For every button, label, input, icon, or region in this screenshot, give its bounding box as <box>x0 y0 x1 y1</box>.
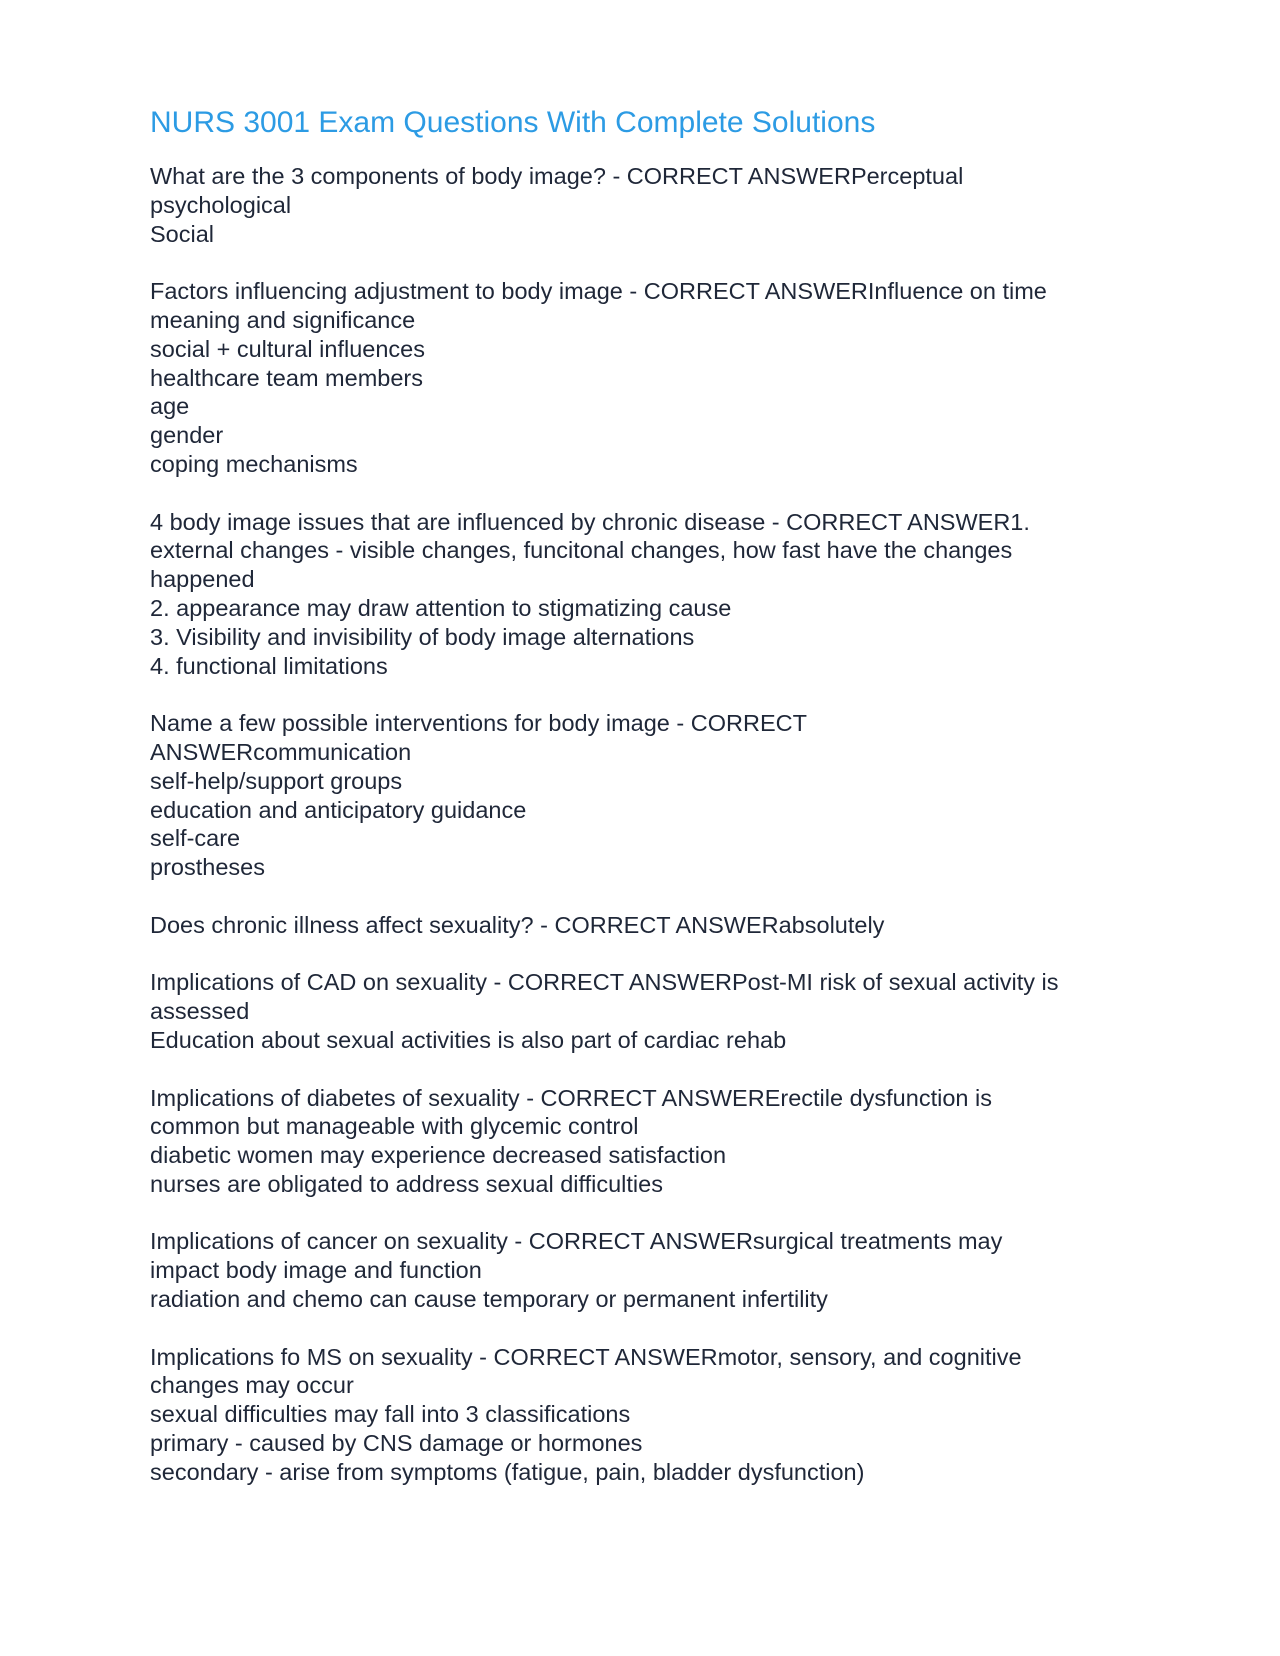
qa-line: impact body image and function <box>150 1257 482 1284</box>
qa-line: Social <box>150 220 215 247</box>
qa-item <box>150 968 1130 1054</box>
qa-line: secondary - arise from symptoms (fatigue, pain, bladder dysfunction) <box>150 1458 865 1485</box>
qa-item <box>150 709 1130 882</box>
qa-line: happened <box>150 566 255 593</box>
qa-line: 3. Visibility and invisibility of body image alternations <box>150 623 695 650</box>
document-content <box>150 98 1130 1515</box>
qa-list <box>150 162 1130 1487</box>
qa-line: coping mechanisms <box>150 450 358 477</box>
qa-line: prostheses <box>150 854 265 881</box>
qa-line: assessed <box>150 998 250 1025</box>
qa-item <box>150 911 1130 940</box>
qa-line: gender <box>150 422 224 449</box>
qa-line: changes may occur <box>150 1372 354 1399</box>
qa-line: Implications of CAD on sexuality - CORRECT ANSWERPost-MI risk of sexual activity is <box>150 969 1059 996</box>
qa-line: external changes - visible changes, funcitonal changes, how fast have the changes <box>150 537 1013 564</box>
qa-line: nurses are obligated to address sexual difficulties <box>150 1170 663 1197</box>
qa-item <box>150 162 1130 248</box>
qa-line: What are the 3 components of body image? - CORRECT ANSWERPerceptual <box>150 163 964 189</box>
qa-item <box>150 508 1130 681</box>
qa-line: diabetic women may experience decreased satisfaction <box>150 1142 727 1169</box>
qa-line: 4 body image issues that are influenced by chronic disease - CORRECT ANSWER1. <box>150 508 1030 535</box>
qa-line: self-help/support groups <box>150 767 403 794</box>
page-title: NURS 3001 Exam Questions With Complete Solutions <box>150 106 876 139</box>
qa-item <box>150 1343 1130 1487</box>
qa-line: age <box>150 393 190 420</box>
qa-line: radiation and chemo can cause temporary or permanent infertility <box>150 1286 828 1313</box>
qa-line: common but manageable with glycemic control <box>150 1113 639 1140</box>
qa-line: healthcare team members <box>150 364 423 391</box>
qa-line: Factors influencing adjustment to body image - CORRECT ANSWERInfluence on time <box>150 278 1047 305</box>
qa-line: 4. functional limitations <box>150 652 388 679</box>
qa-line: Does chronic illness affect sexuality? - CORRECT ANSWERabsolutely <box>150 911 885 938</box>
qa-line: psychological <box>150 191 292 218</box>
qa-line: primary - caused by CNS damage or hormones <box>150 1430 643 1457</box>
qa-line: Education about sexual activities is also part of cardiac rehab <box>150 1026 787 1053</box>
qa-line: social + cultural influences <box>150 335 425 362</box>
qa-line: sexual difficulties may fall into 3 classifications <box>150 1401 631 1428</box>
qa-line: 2. appearance may draw attention to stigmatizing cause <box>150 594 732 621</box>
qa-line: Name a few possible interventions for body image - CORRECT <box>150 710 807 737</box>
qa-line: ANSWERcommunication <box>150 738 412 765</box>
qa-line: self-care <box>150 825 241 852</box>
qa-line: meaning and significance <box>150 306 416 333</box>
qa-item <box>150 1227 1130 1313</box>
qa-line: Implications fo MS on sexuality - CORRECT ANSWERmotor, sensory, and cognitive <box>150 1343 1022 1370</box>
qa-line: Implications of diabetes of sexuality - CORRECT ANSWERErectile dysfunction is <box>150 1084 992 1111</box>
qa-line: Implications of cancer on sexuality - CORRECT ANSWERsurgical treatments may <box>150 1228 1003 1255</box>
qa-line: education and anticipatory guidance <box>150 796 527 823</box>
qa-item <box>150 277 1130 479</box>
qa-item <box>150 1084 1130 1199</box>
